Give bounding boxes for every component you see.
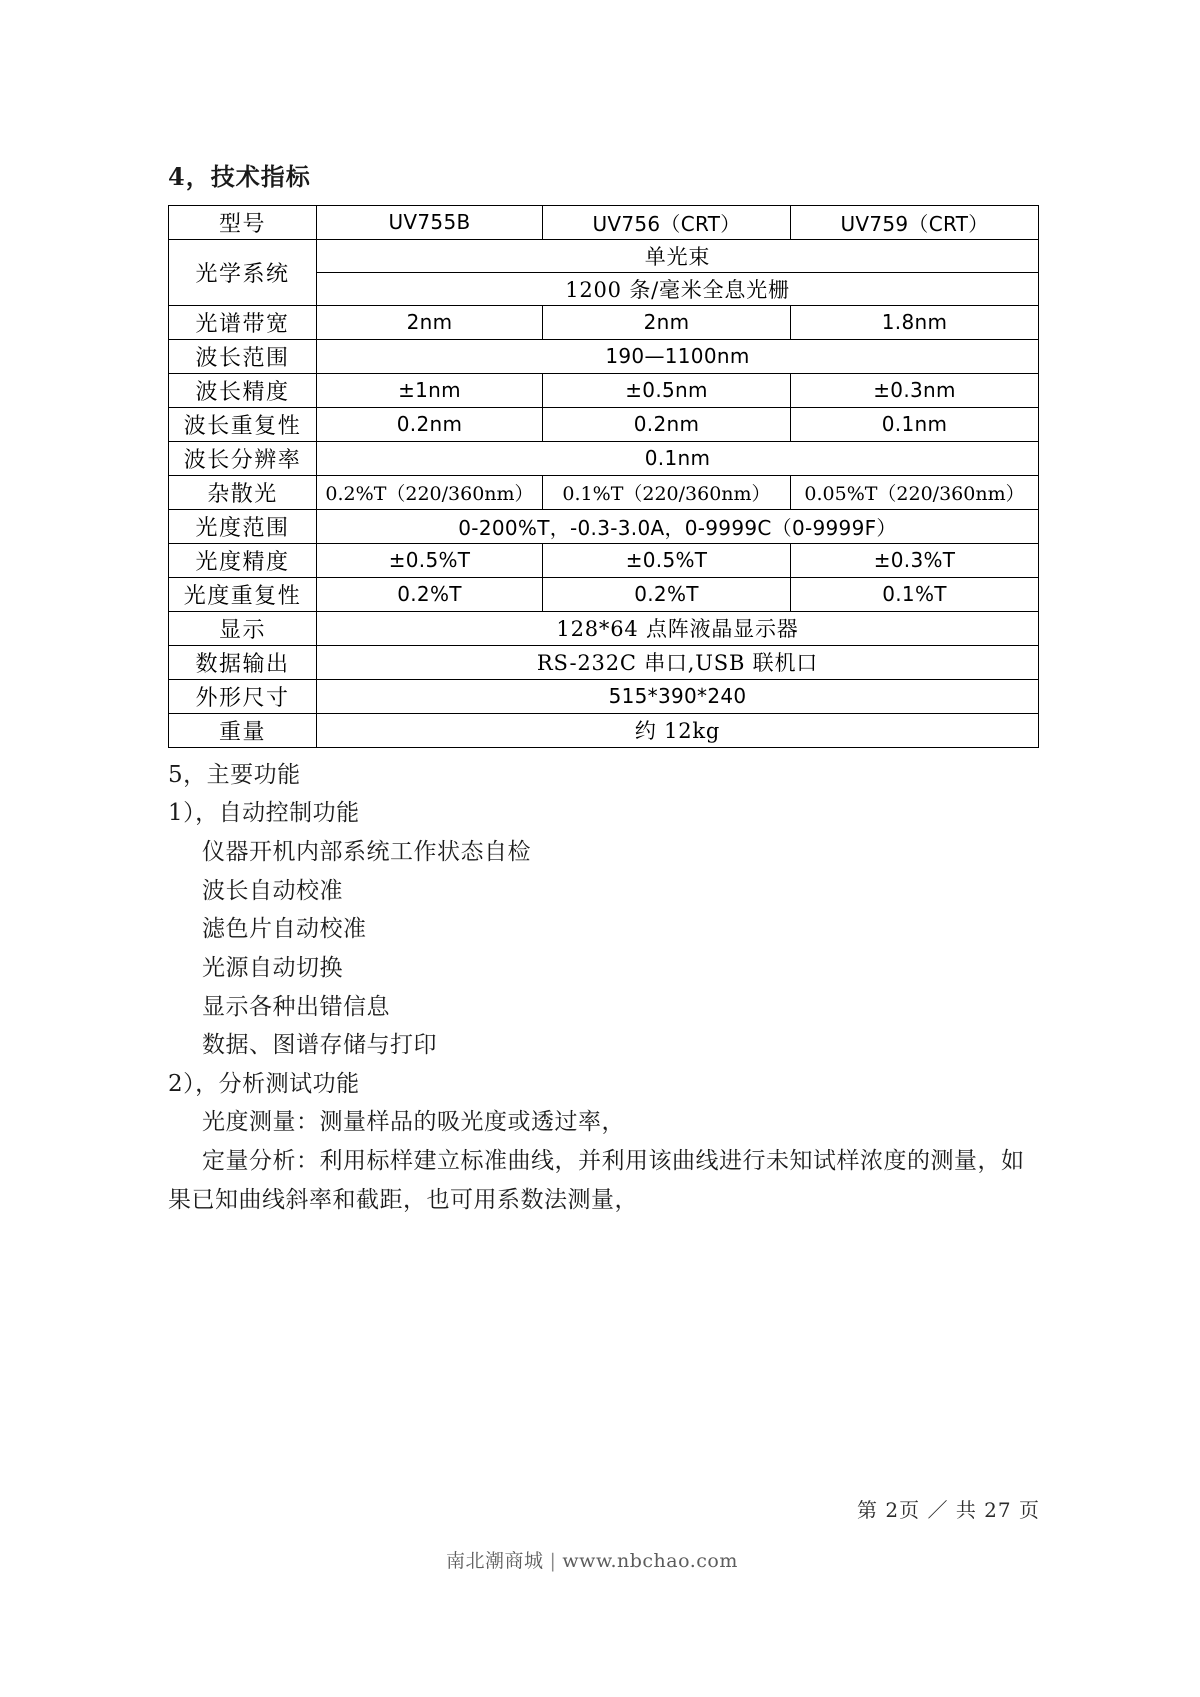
row-label: 重量 (169, 713, 317, 747)
table-cell: 0.1%T（220/360nm） (543, 475, 791, 509)
function-line: 显示各种出错信息 (202, 993, 390, 1020)
table-row (169, 339, 1039, 373)
table-row (169, 239, 1039, 272)
table-cell: 0.2%T (317, 577, 543, 611)
table-cell: 0.2nm (317, 407, 543, 441)
table-row (169, 373, 1039, 407)
section-heading-main-functions: 5，主要功能 (168, 761, 301, 788)
page-indicator: 第 2页 ／ 共 27 页 (857, 1498, 1040, 1522)
table-cell: 0.2nm (543, 407, 791, 441)
function-line: 波长自动校准 (202, 877, 343, 904)
table-cell: UV759（CRT） (791, 205, 1039, 239)
function-item1-heading: 1），自动控制功能 (168, 800, 360, 827)
table-row (169, 407, 1039, 441)
table-cell: 2nm (317, 305, 543, 339)
row-label: 数据输出 (169, 645, 317, 679)
table-row (169, 305, 1039, 339)
table-row (169, 475, 1039, 509)
row-label: 光学系统 (169, 239, 317, 305)
table-row (169, 645, 1039, 679)
table-cell: 0-200%T，-0.3-3.0A，0-9999C（0-9999F） (317, 509, 1039, 543)
table-row (169, 441, 1039, 475)
table-cell: 0.2%T（220/360nm） (317, 475, 543, 509)
table-cell: UV755B (317, 205, 543, 239)
row-label: 外形尺寸 (169, 679, 317, 713)
footer-watermark (446, 1546, 738, 1573)
table-cell: 2nm (543, 305, 791, 339)
table-cell: ±0.3%T (791, 543, 1039, 577)
main-functions-section (168, 756, 1038, 1220)
table-cell: 0.1nm (791, 407, 1039, 441)
footer-brand-name: 南北潮商城 (446, 1550, 544, 1572)
function-line: 数据、图谱存储与打印 (202, 1032, 437, 1059)
row-label: 光度范围 (169, 509, 317, 543)
table-cell: ±0.5nm (543, 373, 791, 407)
row-label: 波长重复性 (169, 407, 317, 441)
table-cell: 0.05%T（220/360nm） (791, 475, 1039, 509)
table-cell: 0.1nm (317, 441, 1039, 475)
technical-specifications-table (168, 205, 1039, 748)
table-cell: ±0.5%T (317, 543, 543, 577)
table-cell: 约 12kg (317, 713, 1039, 747)
table-cell: 1.8nm (791, 305, 1039, 339)
table-cell: ±0.5%T (543, 543, 791, 577)
table-cell: ±1nm (317, 373, 543, 407)
row-label: 光谱带宽 (169, 305, 317, 339)
function-item2-heading: 2），分析测试功能 (168, 1070, 360, 1097)
row-label: 光度精度 (169, 543, 317, 577)
table-cell: 0.1%T (791, 577, 1039, 611)
row-label: 杂散光 (169, 475, 317, 509)
table-row (169, 509, 1039, 543)
table-body (169, 205, 1039, 747)
table-cell: 0.2%T (543, 577, 791, 611)
function-line: 光源自动切换 (202, 954, 343, 981)
row-label: 波长范围 (169, 339, 317, 373)
table-cell: 1200 条/毫米全息光栅 (317, 272, 1039, 305)
row-label: 波长分辨率 (169, 441, 317, 475)
section-heading-technical-specs: 4，技术指标 (168, 162, 311, 191)
function-line: 滤色片自动校准 (202, 916, 367, 943)
table-row (169, 679, 1039, 713)
table-row (169, 543, 1039, 577)
page-content (168, 160, 1038, 1219)
function-line: 仪器开机内部系统工作状态自检 (202, 839, 531, 866)
table-row (169, 713, 1039, 747)
footer-separator: | (549, 1550, 557, 1572)
table-cell: 190—1100nm (317, 339, 1039, 373)
table-cell: UV756（CRT） (543, 205, 791, 239)
function-paragraph: 定量分析：利用标样建立标准曲线，并利用该曲线进行未知试样浓度的测量，如果已知曲线斜率和截距，也可用系数法测量， (168, 1148, 1025, 1213)
table-cell: ±0.3nm (791, 373, 1039, 407)
table-cell: 单光束 (317, 239, 1039, 272)
table-cell: 515*390*240 (317, 679, 1039, 713)
row-label: 波长精度 (169, 373, 317, 407)
table-row (169, 577, 1039, 611)
footer-site-url: www.nbchao.com (562, 1550, 738, 1572)
row-label: 型号 (169, 205, 317, 239)
table-row (169, 205, 1039, 239)
row-label: 显示 (169, 611, 317, 645)
table-row (169, 611, 1039, 645)
table-cell: 128*64 点阵液晶显示器 (317, 611, 1039, 645)
table-cell: RS-232C 串口,USB 联机口 (317, 645, 1039, 679)
row-label: 光度重复性 (169, 577, 317, 611)
function-line: 光度测量：测量样品的吸光度或透过率， (202, 1109, 625, 1136)
